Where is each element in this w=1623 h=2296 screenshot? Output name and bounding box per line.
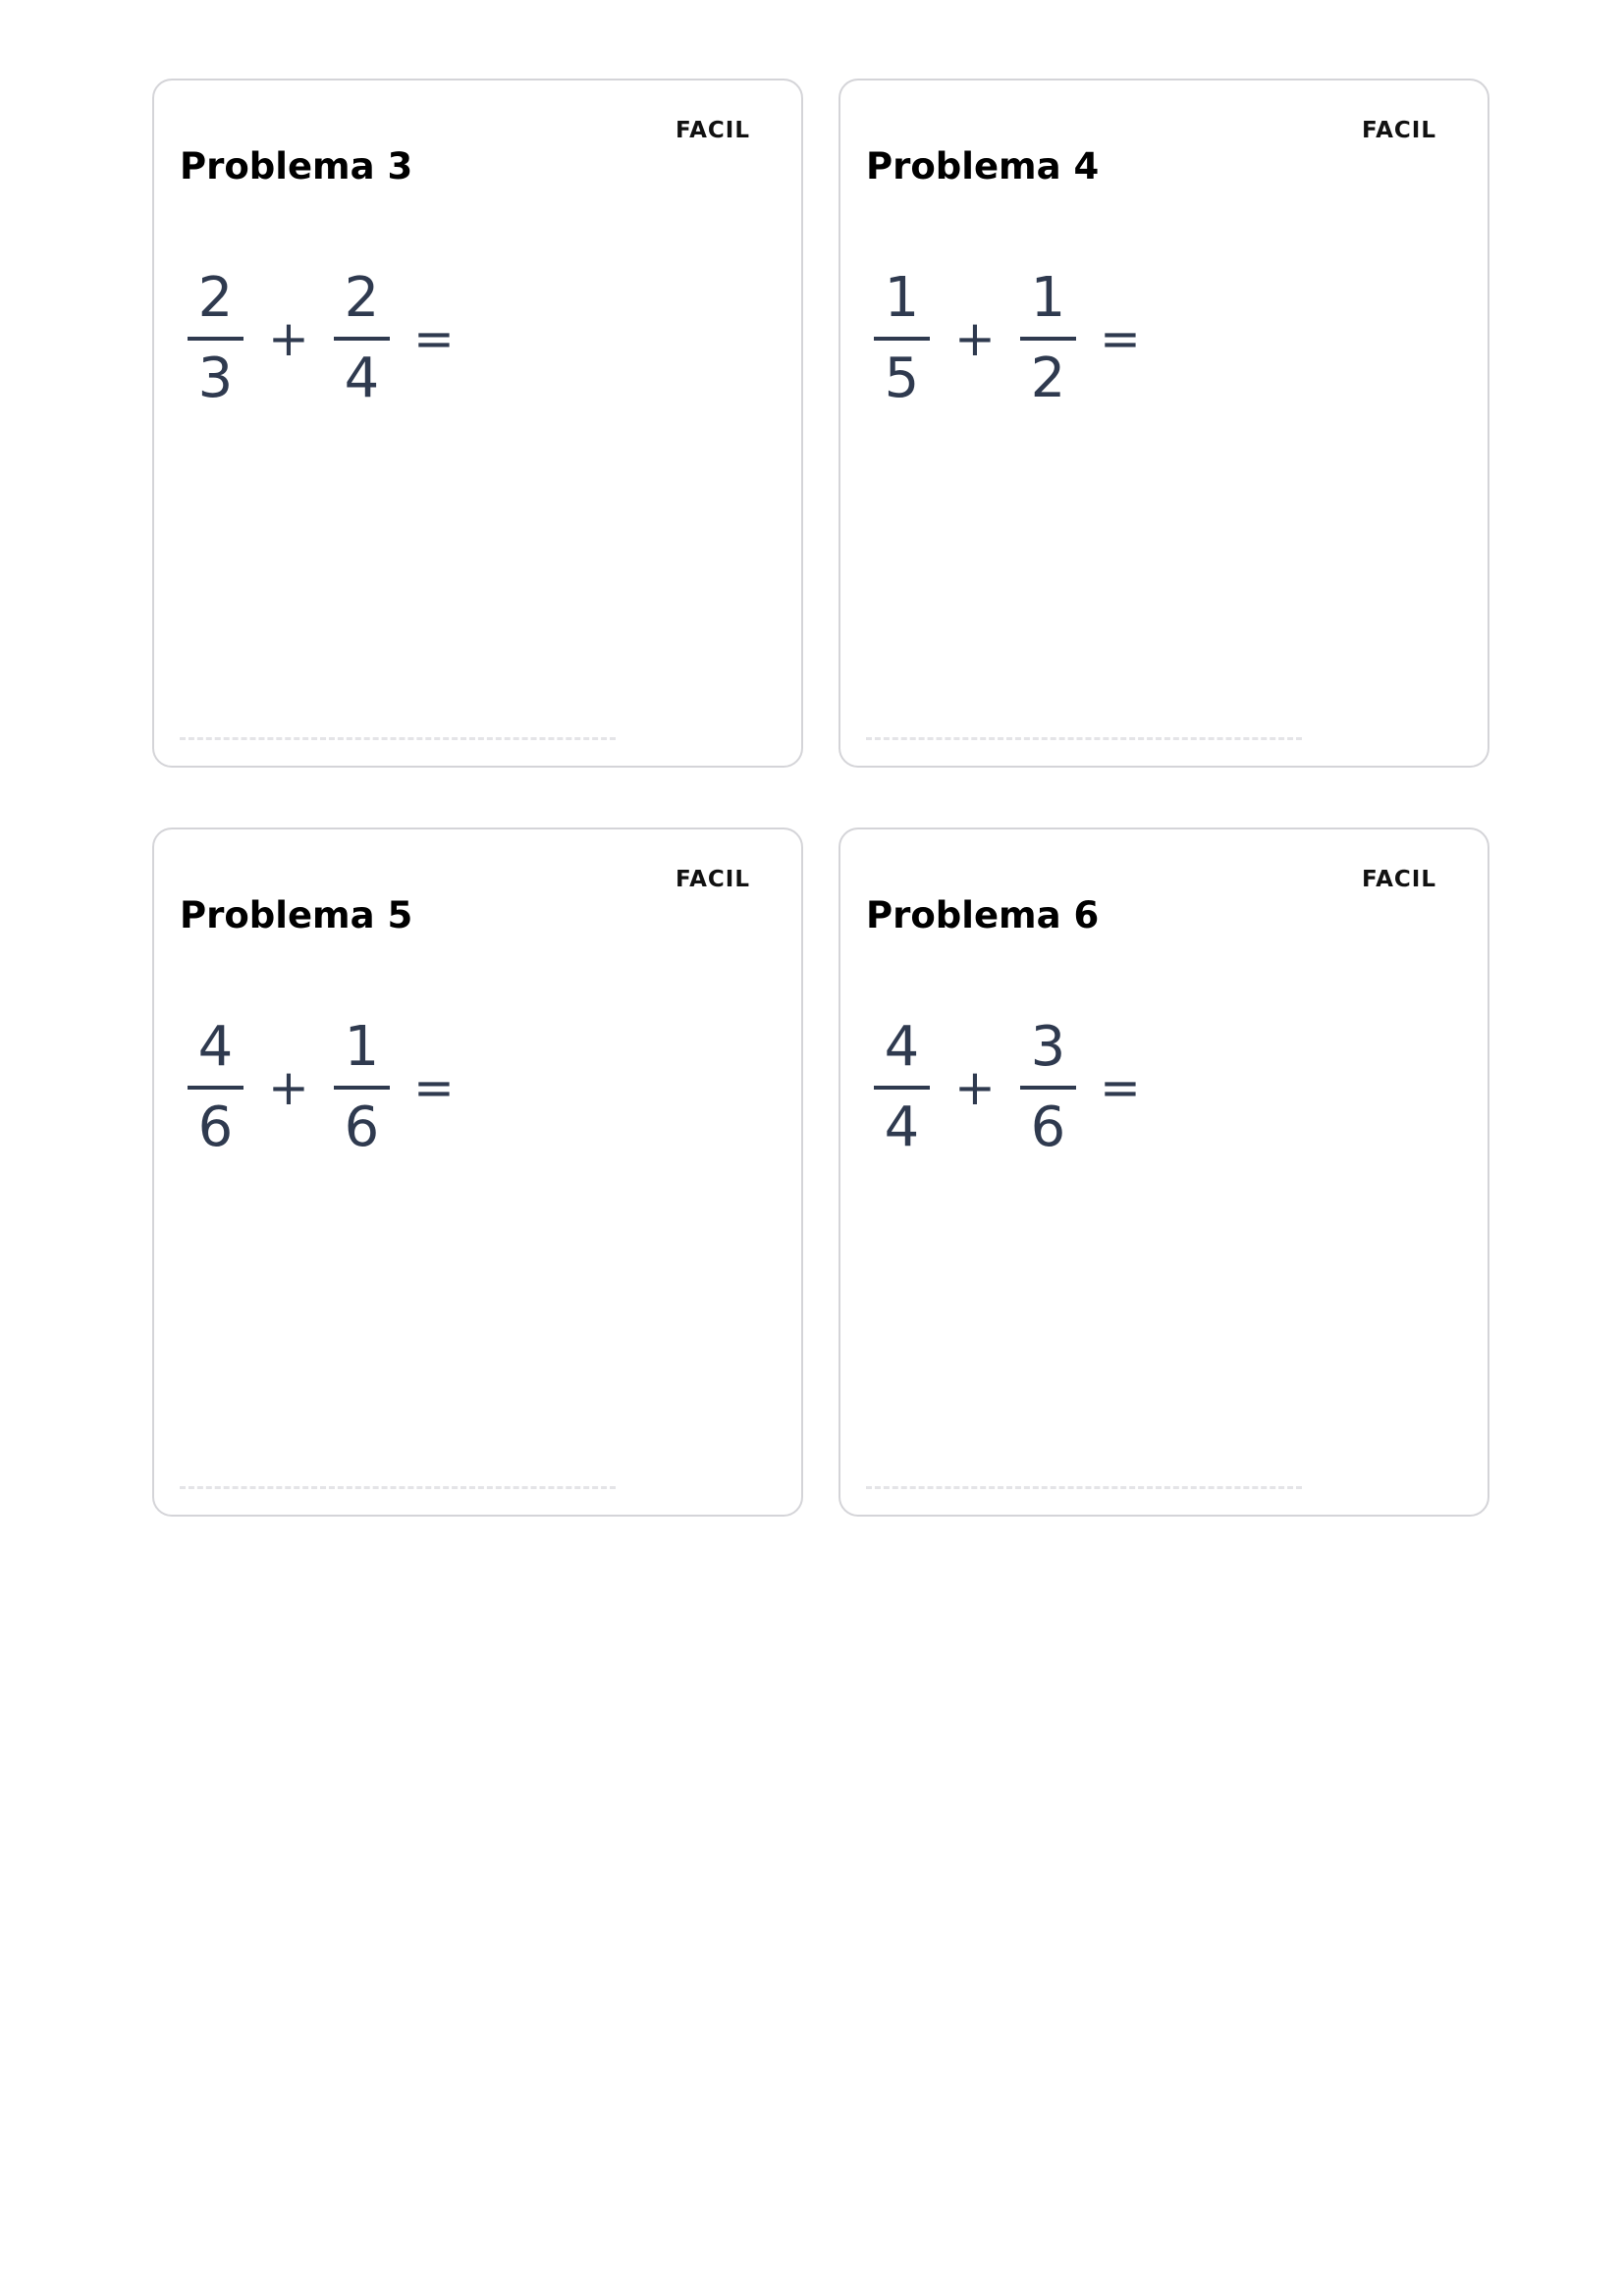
fraction-b <box>334 266 390 411</box>
difficulty-badge: FACIL <box>676 118 750 143</box>
plus-operator: + <box>954 310 996 367</box>
fraction-b <box>334 1015 390 1160</box>
answer-line <box>180 1486 616 1489</box>
equals-sign: = <box>413 1059 455 1116</box>
fraction-bar <box>334 337 390 341</box>
fraction-expression <box>188 255 478 422</box>
difficulty-badge: FACIL <box>1362 867 1436 892</box>
fraction-expression <box>188 1004 478 1171</box>
denominator: 2 <box>1030 347 1066 410</box>
problem-title: Problema 6 <box>866 894 1100 936</box>
problem-title: Problema 5 <box>180 894 413 936</box>
denominator: 6 <box>1030 1095 1066 1159</box>
denominator: 4 <box>344 347 380 410</box>
fraction-a <box>188 266 243 411</box>
numerator: 4 <box>884 1015 920 1079</box>
plus-operator: + <box>268 310 309 367</box>
fraction-bar <box>1020 337 1076 341</box>
fraction-expression <box>874 1004 1164 1171</box>
denominator: 5 <box>884 347 920 410</box>
equals-sign: = <box>413 310 455 367</box>
numerator: 4 <box>197 1015 234 1079</box>
fraction-b <box>1020 1015 1076 1160</box>
numerator: 1 <box>884 266 920 330</box>
fraction-expression <box>874 255 1164 422</box>
plus-operator: + <box>268 1059 309 1116</box>
plus-operator: + <box>954 1059 996 1116</box>
difficulty-badge: FACIL <box>676 867 750 892</box>
problem-title: Problema 3 <box>180 145 413 187</box>
fraction-bar <box>1020 1086 1076 1090</box>
fraction-bar <box>874 1086 930 1090</box>
numerator: 1 <box>1030 266 1066 330</box>
fraction-bar <box>874 337 930 341</box>
answer-line <box>180 737 616 740</box>
fraction-b <box>1020 266 1076 411</box>
denominator: 6 <box>197 1095 234 1159</box>
answer-line <box>866 737 1302 740</box>
numerator: 3 <box>1030 1015 1066 1079</box>
problem-title: Problema 4 <box>866 145 1100 187</box>
fraction-bar <box>334 1086 390 1090</box>
equals-sign: = <box>1100 1059 1141 1116</box>
problem-card <box>152 79 803 768</box>
fraction-bar <box>188 337 243 341</box>
denominator: 4 <box>884 1095 920 1159</box>
numerator: 2 <box>197 266 234 330</box>
denominator: 3 <box>197 347 234 410</box>
fraction-a <box>874 266 930 411</box>
numerator: 1 <box>344 1015 380 1079</box>
denominator: 6 <box>344 1095 380 1159</box>
problem-card <box>152 828 803 1517</box>
answer-line <box>866 1486 1302 1489</box>
problem-card <box>839 828 1489 1517</box>
problem-card <box>839 79 1489 768</box>
fraction-a <box>188 1015 243 1160</box>
fraction-bar <box>188 1086 243 1090</box>
fraction-a <box>874 1015 930 1160</box>
difficulty-badge: FACIL <box>1362 118 1436 143</box>
numerator: 2 <box>344 266 380 330</box>
equals-sign: = <box>1100 310 1141 367</box>
